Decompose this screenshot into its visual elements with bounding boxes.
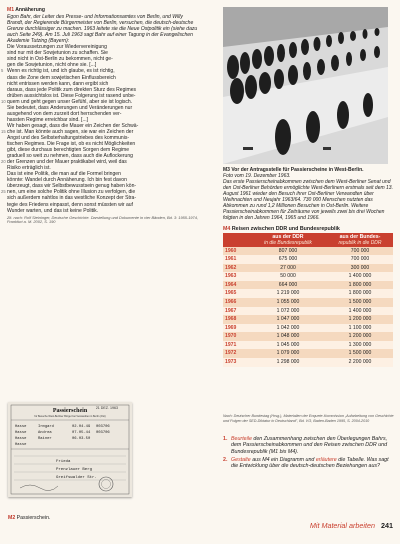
table-cell-ddr: 27 000 (249, 264, 327, 273)
table-row (223, 332, 393, 341)
line-number: 25 (1, 189, 6, 195)
card-bottom-street: Prenzlauer Berg (56, 468, 93, 472)
table-cell-year: 1973 (223, 358, 249, 367)
card-name-1: Hasse (15, 425, 27, 429)
card-code-3: 06.03.50 (72, 437, 91, 441)
table-cell-ddr: 1 055 000 (249, 298, 327, 307)
m1-line: sind nicht in Ost-Berlin zu bekommen, nicht ge- (7, 56, 113, 63)
m3-title: Vor der Antragsstelle für Passierscheine in West-Berlin. (231, 167, 364, 173)
line-number: 10 (1, 98, 6, 104)
task-item (223, 436, 391, 455)
m3-photo-date: Foto vom 19. Dezember 1963. (223, 173, 291, 179)
table-cell-year: 1964 (223, 281, 249, 290)
m1-line: Sie bedeutet, dass Änderungen und Veränderungen nur (7, 104, 133, 111)
m4-heading (223, 226, 340, 232)
m1-line: sind nur mit der Sowjetunion zu schaffen. Sie (7, 50, 108, 57)
table-row (223, 315, 393, 324)
card-name-4: Hasse (15, 443, 27, 447)
table-cell-ddr: 1 048 000 (249, 332, 327, 341)
line-number: 5 (1, 68, 4, 74)
m1-line: daraus, dass jede Politik zum direkten Sturz des Regimes (7, 86, 137, 93)
table-cell-year: 1962 (223, 264, 249, 273)
table-cell-brd: 2 200 000 (327, 358, 393, 367)
table-cell-year: 1969 (223, 324, 249, 333)
table-cell-ddr: 664 000 (249, 281, 327, 290)
page-footer (310, 521, 393, 530)
table-cell-ddr: 1 047 000 (249, 315, 327, 324)
m4-number: M4 (223, 226, 231, 232)
table-cell-year: 1972 (223, 349, 249, 358)
table-cell-year: 1966 (223, 298, 249, 307)
m1-intro: Egon Bahr, der Leiter des Presse- und Informationsamtes von Berlin, und Willy Brandt, der Regierende Bürgermeister von Berlin, versuchen, die deutsch-deutsche Grenze durchlässiger zu machen. 1963 leitete sie die Neue Ostpolitik ein (siehe dazu auch Seite 249). Am 15. Juli 1963 sagt Bahr auf einer Tagung in der Evangelischen Akademie Tutzing (Bayern): (7, 14, 198, 45)
m1-heading (7, 7, 200, 13)
m3-text: Das erste Passierscheinabkommen zwischen dem West-Berliner Senat und den Ost-Berliner Behörden ermöglichte West-Berlinern erstmals seit dem 13. August 1961 wieder den Besuch ihrer Ost-Berliner Verwandten über Weihnachten und Neujahr 1963/64. 730 000 Menschen nutzten das Abkommen zu rund 1,2 Millionen Besuchen in Ost-Berlin. Weitere Passierscheinabkommen für Zeiträume von jeweils zwei bis drei Wochen folgten in den Jahren 1964, 1965 und 1966. (223, 179, 393, 221)
queue-photo (223, 7, 388, 164)
table-cell-brd: 1 500 000 (327, 298, 393, 307)
table-cell-brd: 1 800 000 (327, 281, 393, 290)
table-cell-year: 1971 (223, 341, 249, 350)
table-cell-brd: 1 800 000 (327, 289, 393, 298)
m3-caption (223, 167, 393, 221)
passierschein-document (8, 402, 132, 497)
table-cell-year: 1960 (223, 247, 249, 256)
table-cell-ddr: 675 000 (249, 255, 327, 264)
m1-line: Die Voraussetzungen zur Wiedervereinigung (7, 44, 107, 51)
passierschein-image (8, 402, 132, 497)
table-header-brd: aus der Bundes- (327, 233, 393, 241)
table-cell-year: 1965 (223, 289, 249, 298)
m2-title: Passierschein. (16, 515, 51, 521)
table-row (223, 341, 393, 350)
table-row (223, 358, 393, 367)
table-cell-year: 1961 (223, 255, 249, 264)
m1-title: Annäherung (15, 7, 45, 13)
m1-source: Zit. nach: Rolf Steininger, Deutsche Geschichte. Darstellung und Dokumente in vier Bänden, Bd. 3: 1955-1974, Frankfurt a. M. 2002, S. 190 (7, 214, 198, 225)
m4-title: Reisen zwischen DDR und Bundesrepublik (231, 226, 340, 232)
queue-photo-graphic (223, 7, 388, 164)
task-keyword: Gestalte (231, 456, 251, 463)
line-number: 20 (1, 159, 6, 165)
m1-line: drüben aussichtslos ist. Diese Folgerung ist rasend unbe- (7, 92, 136, 99)
m1-line: tegie des Friedens einpasst, denn sonst müssten wir auf (7, 201, 133, 208)
table-header-year (223, 233, 249, 241)
card-num-1: 003706 (96, 425, 110, 429)
table-cell-ddr: 1 219 000 (249, 289, 327, 298)
table-cell-year: 1967 (223, 307, 249, 316)
m1-number: M1 (7, 7, 15, 13)
table-cell-brd: 1 200 000 (327, 332, 393, 341)
task-text: aus M4 ein Diagramm und (252, 456, 315, 463)
m1-line: sich außerdem nahtlos in das westliche Konzept der Stra- (7, 195, 137, 202)
m1-line: gen die Sowjetunion, nicht ohne sie. [...] (7, 62, 97, 69)
m1-line: nicht entrissen werden kann, dann ergibt sich (7, 80, 109, 87)
table-cell-brd: 700 000 (327, 247, 393, 256)
card-subheader: für Besuche West-Berliner Bürger bei Verwandten in Berlin (Ost) (34, 415, 106, 418)
m1-line: Risiko erträglich ist. (7, 165, 51, 172)
table-cell-ddr: 50 000 (249, 272, 327, 281)
table-subheader-brd: republik in die DDR (327, 241, 393, 247)
footer-label: Mit Material arbeiten (309, 521, 375, 530)
table-row (223, 324, 393, 333)
table-cell-ddr: 807 000 (249, 247, 327, 256)
card-stamp-date: 21 DEZ. 1963 (95, 406, 118, 410)
m1-line: der Grenzen und der Mauer praktikabel wird, weil das (7, 159, 127, 166)
m4-source: Nach: Deutscher Bundestag (Hrsg.), Materialien der Enquete-Kommission „Aufarbeitung von Geschichte und Folgen der SED-Diktatur in Deutschland", Bd. V/3, Baden-Baden 1995, S. 2004-2010 (223, 414, 394, 423)
m1-line: Angst und des Selbsterhaltungstriebes des kommunis- (7, 134, 130, 141)
m1-line: Wunder warten, und das ist keine Politik. (7, 207, 99, 214)
m1-line: hassten Regime erreichbar sind. [...] (7, 116, 89, 123)
m2-number: M2 (8, 515, 16, 521)
table-cell-year: 1970 (223, 332, 249, 341)
table-cell-brd: 1 200 000 (327, 315, 393, 324)
table-cell-brd: 1 400 000 (327, 272, 393, 281)
m1-line: könnte: Wandel durch Annäherung. Ich bin fest davon (7, 177, 127, 184)
table-row (223, 255, 393, 264)
task-text-2: die Tabelle. Was sagt die Entwicklung über die deutsch-deutschen Beziehungen aus? (231, 456, 389, 470)
card-first-1: Irmgard (38, 425, 54, 429)
task-text: den Zusammenhang zwischen den Überlegungen Bahrs, dem Passierscheinabkommen und den Reisen zwischen DDR und Bundesrepublik (M1 bis M4). (231, 436, 388, 455)
m1-line: nen, um eine solche Politik ohne Illusion zu verfolgen, die (7, 189, 136, 196)
m1-line: tischen Regimes. Die Frage ist, ob es nicht Möglichkeiten (7, 141, 136, 148)
table-row (223, 264, 393, 273)
m1-line: che ist. Man könnte auch sagen, sie war ein Zeichen der (7, 128, 134, 135)
table-row (223, 247, 393, 256)
m1-section (1, 7, 200, 225)
table-row (223, 281, 393, 290)
task-keyword-2: erläutere (315, 456, 337, 463)
table-row (223, 272, 393, 281)
m1-line: Wir haben gesagt, dass die Mauer ein Zeichen der Schwä- (7, 122, 139, 129)
table-row (223, 298, 393, 307)
card-code-2: 07.05.44 (72, 431, 91, 435)
m2-caption (8, 515, 50, 521)
task-number: 1. (223, 436, 228, 442)
m1-line: graduell so weit zu nehmen, dass auch die Auflockerung (7, 153, 133, 160)
m1-line: Wenn es richtig ist, und ich glaube, es ist richtig, (7, 68, 115, 75)
table-row (223, 289, 393, 298)
card-first-2: Andrea (38, 431, 52, 435)
table-cell-ddr: 1 079 000 (249, 349, 327, 358)
m1-line: Das ist eine Politik, die man auf die Formel bringen (7, 171, 121, 178)
m3-number: M3 (223, 167, 230, 173)
table-cell-ddr: 1 072 000 (249, 307, 327, 316)
table-cell-ddr: 1 298 000 (249, 358, 327, 367)
table-header-ddr: aus der DDR (249, 233, 327, 241)
card-first-3: Rainer (38, 437, 52, 441)
m1-line: gibt, diese durchaus berechtigten Sorgen dem Regime (7, 147, 130, 154)
task-list (223, 436, 391, 471)
m1-line: quem und geht gegen unser Gefühl, aber sie ist logisch. (7, 98, 133, 105)
page-number: 241 (381, 521, 393, 530)
card-name-2: Hasse (15, 431, 27, 435)
table-cell-year: 1963 (223, 272, 249, 281)
table-cell-ddr: 1 042 000 (249, 324, 327, 333)
table-row (223, 349, 393, 358)
card-bottom-place: Greifswalder Str. (56, 476, 97, 480)
card-num-2: 003706 (96, 431, 110, 435)
table-cell-brd: 300 000 (327, 264, 393, 273)
card-code-1: 02.04.49 (72, 425, 91, 429)
card-bottom-name: Frieda (56, 460, 71, 464)
card-name-3: Hasse (15, 437, 27, 441)
table-cell-brd: 1 300 000 (327, 341, 393, 350)
m1-line: ausgehend von dem zurzeit dort herrschenden ver- (7, 110, 122, 117)
m1-text (1, 44, 200, 214)
task-item (223, 457, 391, 470)
card-header: Passierschein (52, 408, 88, 414)
m1-line: überzeugt, dass wir Selbstbewusstsein genug haben kön- (7, 183, 137, 190)
travel-table (223, 233, 393, 367)
table-cell-brd: 1 400 000 (327, 307, 393, 316)
table-cell-ddr: 1 045 000 (249, 341, 327, 350)
table-cell-year: 1968 (223, 315, 249, 324)
table-body (223, 247, 393, 367)
task-keyword: Beurteile (231, 436, 252, 442)
table-cell-brd: 700 000 (327, 255, 393, 264)
line-number: 15 (1, 128, 6, 134)
table-row (223, 307, 393, 316)
table-cell-brd: 1 500 000 (327, 349, 393, 358)
m1-line: dass die Zone dem sowjetischen Einflussbereich (7, 74, 116, 81)
table-subheader-ddr: in die Bundesrepublik (249, 241, 327, 247)
table-cell-brd: 1 100 000 (327, 324, 393, 333)
task-number: 2. (223, 456, 228, 463)
